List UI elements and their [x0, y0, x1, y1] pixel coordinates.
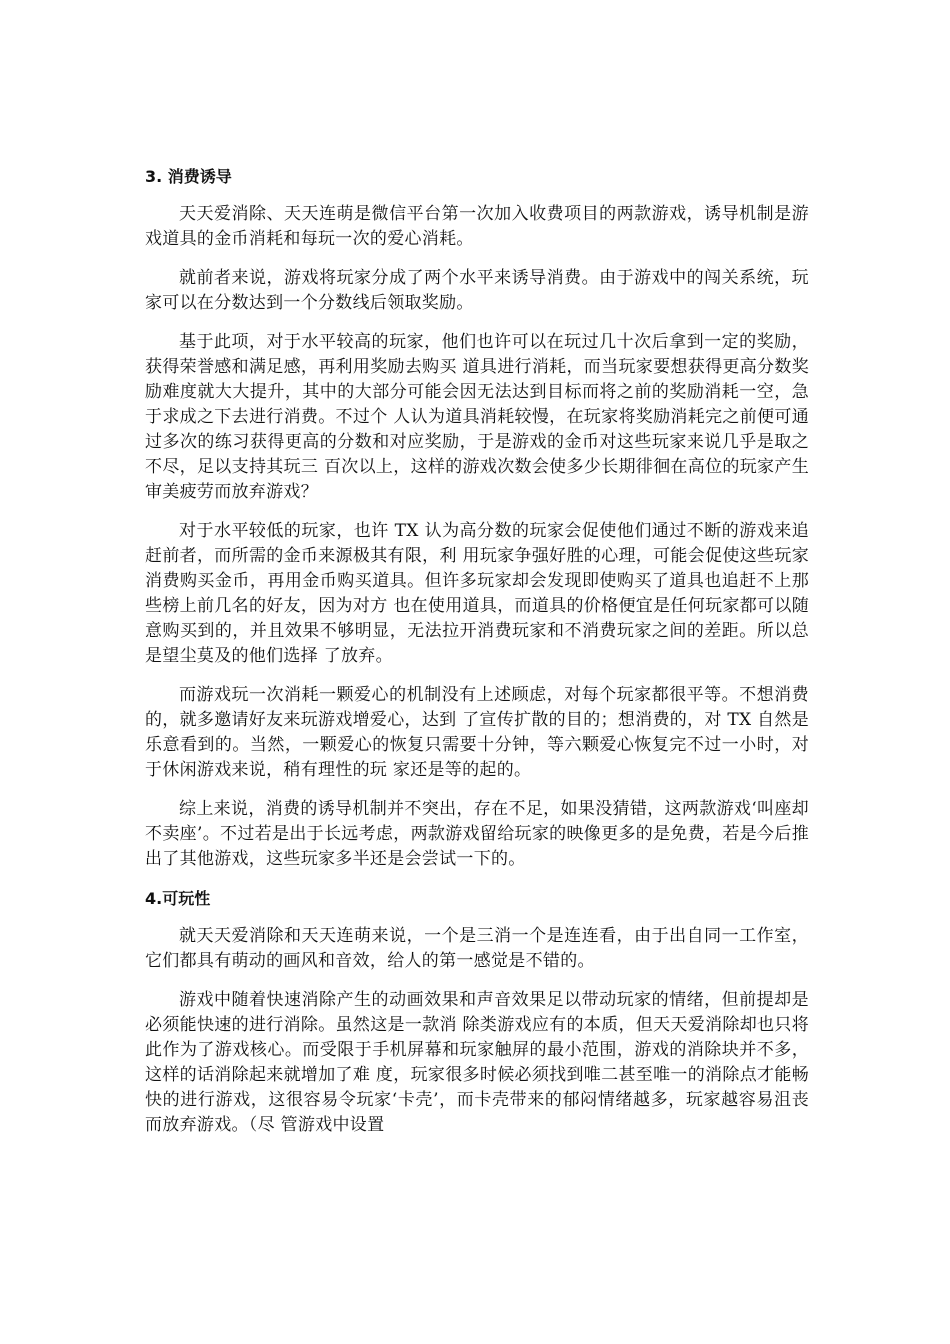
paragraph: 而游戏玩一次消耗一颗爱心的机制没有上述顾虑，对每个玩家都很平等。不想消费的，就多邀请好友来玩游戏增爱心，达到 了宣传扩散的目的；想消费的，对 TX 自然是乐意看到的。当然，一颗爱心的恢复只需要十分钟，等六颗爱心恢复完不过一小时，对于休闲游戏来说，稍有理性的玩 家还是等的起的。 [145, 685, 809, 780]
paragraph: 游戏中随着快速消除产生的动画效果和声音效果足以带动玩家的情绪，但前提却是必须能快速的进行消除。虽然这是一款消 除类游戏应有的本质，但天天爱消除却也只将此作为了游戏核心。而受限于手机屏幕和玩家触屏的最小范围，游戏的消除块并不多，这样的话消除起来就增加了难 度，玩家很多时候必须找到唯二甚至唯一的消除点才能畅快的进行游戏，这很容易令玩家‘卡壳’，而卡壳带来的郁闷情绪越多，玩家越容易沮丧而放弃游戏。（尽 管游戏中设置 [145, 990, 809, 1135]
paragraph: 综上来说，消费的诱导机制并不突出，存在不足，如果没猜错，这两款游戏‘叫座却不卖座’。不过若是出于长远考虑，两款游戏留给玩家的映像更多的是免费，若是今后推出了其他游戏，这些玩家多半还是会尝试一下的。 [145, 799, 809, 869]
paragraph: 基于此项，对于水平较高的玩家，他们也许可以在玩过几十次后拿到一定的奖励，获得荣誉感和满足感，再利用奖励去购买 道具进行消耗，而当玩家要想获得更高分数奖励难度就大大提升，其中的大部分可能会因无法达到目标而将之前的奖励消耗一空，急于求成之下去进行消费。不过个 人认为道具消耗较慢，在玩家将奖励消耗完之前便可通过多次的练习获得更高的分数和对应奖励，于是游戏的金币对这些玩家来说几乎是取之不尽，足以支持其玩三 百次以上，这样的游戏次数会使多少长期徘徊在高位的玩家产生审美疲劳而放弃游戏？ [145, 332, 809, 502]
paragraph: 就前者来说，游戏将玩家分成了两个水平来诱导消费。由于游戏中的闯关系统，玩家可以在分数达到一个分数线后领取奖励。 [145, 268, 809, 313]
paragraph: 对于水平较低的玩家，也许 TX 认为高分数的玩家会促使他们通过不断的游戏来追赶前者，而所需的金币来源极其有限，利 用玩家争强好胜的心理，可能会促使这些玩家消费购买金币，再用金币购买道具。但许多玩家却会发现即使购买了道具也追赶不上那些榜上前几名的好友，因为对方 也在使用道具，而道具的价格便宜是任何玩家都可以随意购买到的，并且效果不够明显，无法拉开消费玩家和不消费玩家之间的差距。所以总是望尘莫及的他们选择 了放弃。 [145, 521, 809, 666]
paragraph: 就天天爱消除和天天连萌来说，一个是三消一个是连连看，由于出自同一工作室，它们都具有萌动的画风和音效，给人的第一感觉是不错的。 [145, 926, 809, 971]
section-heading-consumption-inducement: 3. 消费诱导 [145, 167, 232, 186]
section-heading-playability: 4.可玩性 [145, 889, 211, 908]
document-body [145, 164, 809, 1152]
paragraph: 天天爱消除、天天连萌是微信平台第一次加入收费项目的两款游戏，诱导机制是游戏道具的金币消耗和每玩一次的爱心消耗。 [145, 204, 809, 249]
